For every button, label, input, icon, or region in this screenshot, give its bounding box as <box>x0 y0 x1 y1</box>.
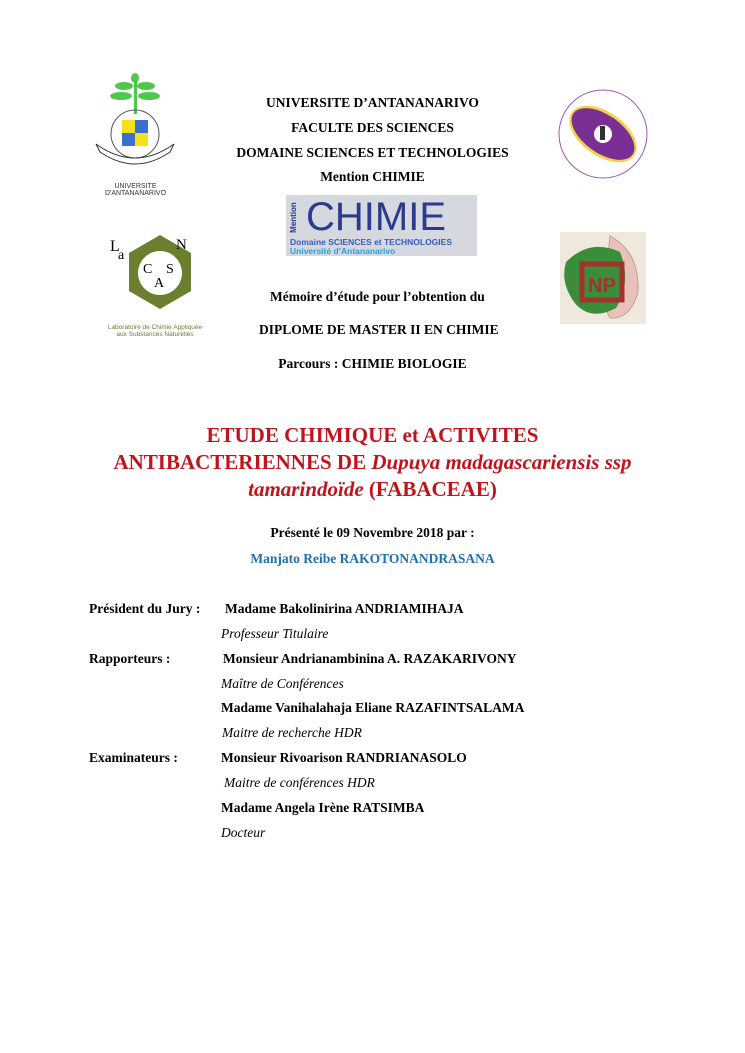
svg-text:A: A <box>154 276 165 291</box>
family-name: (FABACEAE) <box>363 477 497 501</box>
presentation-date: Présenté le 09 Novembre 2018 par : <box>270 525 475 540</box>
cnrp-logo <box>560 232 646 324</box>
lacasn-caption-2: aux Substances Naturelles <box>116 331 194 338</box>
jury-member-role: Maitre de recherche HDR <box>222 725 362 740</box>
title-line-2 <box>0 449 745 476</box>
chimie-logo-line1: Domaine SCIENCES et TECHNOLOGIES <box>290 237 452 247</box>
faculty-name: FACULTE DES SCIENCES <box>291 120 454 135</box>
lacasn-caption-1: Laboratoire de Chimie Appliquée <box>107 324 203 331</box>
jury-member-name: Monsieur Rivoarison RANDRIANASOLO <box>221 750 467 765</box>
thesis-title <box>0 422 745 503</box>
svg-text:S: S <box>166 262 174 277</box>
author-name: Manjato Reibe RAKOTONANDRASANA <box>250 551 495 566</box>
jury-member-role: Maitre de conférences HDR <box>224 775 375 790</box>
university-name: UNIVERSITE D’ANTANANARIVO <box>266 95 479 110</box>
diploma-line: DIPLOME DE MASTER II EN CHIMIE <box>259 322 499 337</box>
jury-member-role: Maître de Conférences <box>221 676 344 691</box>
svg-text:a: a <box>118 248 125 263</box>
title-line-3 <box>0 476 745 503</box>
domain-name: DOMAINE SCIENCES ET TECHNOLOGIES <box>236 145 509 160</box>
svg-text:N: N <box>176 237 187 253</box>
memoire-line: Mémoire d’étude pour l’obtention du <box>270 289 485 304</box>
chimie-logo-side: Mention <box>288 202 298 233</box>
species-name: Dupuya madagascariensis ssp <box>371 450 632 474</box>
chimie-logo-line2: Université d’Antananarivo <box>290 246 396 256</box>
svg-text:C: C <box>143 262 153 277</box>
svg-text:L: L <box>110 238 120 255</box>
jury-member-name: Madame Vanihalahaja Eliane RAZAFINTSALAMA <box>221 700 525 715</box>
examinateurs-label: Examinateurs : <box>89 750 178 765</box>
svg-text:NP: NP <box>588 275 616 297</box>
jury-member-role: Docteur <box>221 825 266 840</box>
jury-member-role: Professeur Titulaire <box>221 626 329 641</box>
title-line-2-text: ANTIBACTERIENNES DE <box>113 450 372 474</box>
title-line-1: ETUDE CHIMIQUE et ACTIVITES <box>206 423 539 447</box>
jury-member-name: Madame Bakolinirina ANDRIAMIHAJA <box>225 601 464 616</box>
chimie-mention-logo <box>286 195 477 256</box>
chimie-logo-main: CHIMIE <box>306 195 446 239</box>
subspecies-name: tamarindoïde <box>248 477 364 501</box>
jury-member-name: Madame Angela Irène RATSIMBA <box>221 800 425 815</box>
president-label: Président du Jury : <box>89 601 201 616</box>
jury-member-name: Monsieur Andrianambinina A. RAZAKARIVONY <box>223 651 517 666</box>
rapporteurs-label: Rapporteurs : <box>89 651 171 666</box>
lacasn-logo <box>100 233 210 338</box>
mention-name: Mention CHIMIE <box>320 169 425 184</box>
university-caption: UNIVERSITE D'ANTANANARIVO <box>104 183 167 197</box>
parcours-line: Parcours : CHIMIE BIOLOGIE <box>278 356 467 371</box>
